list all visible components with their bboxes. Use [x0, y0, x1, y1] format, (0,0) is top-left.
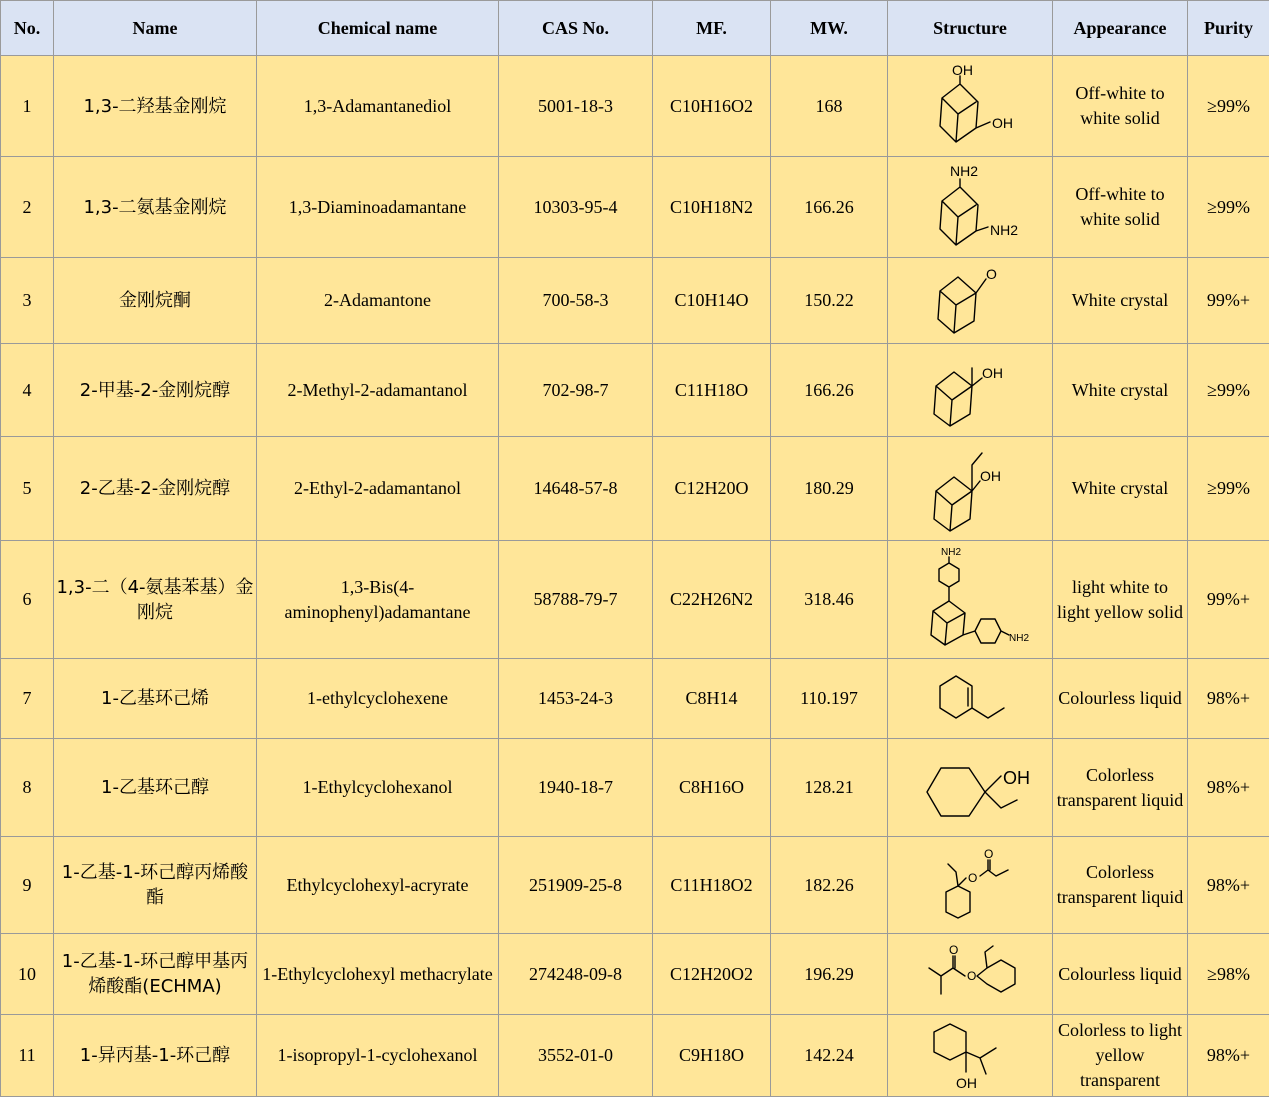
- header-purity: Purity: [1188, 1, 1269, 56]
- cell-purity: ≥99%: [1188, 157, 1269, 258]
- o-label: O: [984, 847, 994, 861]
- header-appearance: Appearance: [1053, 1, 1188, 56]
- cell-mf: C22H26N2: [653, 541, 771, 659]
- ethylcyclohexyl-acrylate-structure-icon: [910, 842, 1030, 928]
- cell-no: 4: [1, 344, 54, 437]
- cell-cas: 58788-79-7: [499, 541, 653, 659]
- adamantanediol-structure-icon: [910, 60, 1030, 152]
- header-no: No.: [1, 1, 54, 56]
- cell-chemical-name: 1,3-Adamantanediol: [257, 56, 499, 157]
- table-row: [1, 258, 1269, 344]
- cell-appearance: Off-white to white solid: [1053, 157, 1188, 258]
- cell-name: 2-甲基-2-金刚烷醇: [54, 344, 257, 437]
- table-row: [1, 934, 1269, 1015]
- cell-chemical-name: 2-Methyl-2-adamantanol: [257, 344, 499, 437]
- cell-appearance: Colorless transparent liquid: [1053, 837, 1188, 934]
- cell-name: 1-乙基环己烯: [54, 659, 257, 739]
- cell-appearance: Colourless liquid: [1053, 659, 1188, 739]
- cell-name: 金刚烷酮: [54, 258, 257, 344]
- cell-cas: 274248-09-8: [499, 934, 653, 1015]
- header-chemical-name: Chemical name: [257, 1, 499, 56]
- cell-no: 5: [1, 437, 54, 541]
- cell-cas: 251909-25-8: [499, 837, 653, 934]
- cell-mf: C10H14O: [653, 258, 771, 344]
- cell-no: 3: [1, 258, 54, 344]
- cell-purity: 98%+: [1188, 659, 1269, 739]
- cell-mf: C8H14: [653, 659, 771, 739]
- cell-purity: ≥98%: [1188, 934, 1269, 1015]
- cell-no: 8: [1, 739, 54, 837]
- cell-mf: C12H20O2: [653, 934, 771, 1015]
- cell-chemical-name: Ethylcyclohexyl-acryrate: [257, 837, 499, 934]
- oh-label: OH: [982, 365, 1003, 381]
- cell-mw: 142.24: [771, 1015, 888, 1097]
- cell-no: 2: [1, 157, 54, 258]
- cell-no: 11: [1, 1015, 54, 1097]
- cell-no: 1: [1, 56, 54, 157]
- cell-mf: C10H16O2: [653, 56, 771, 157]
- cell-structure: [888, 659, 1053, 739]
- cell-appearance: White crystal: [1053, 258, 1188, 344]
- cell-name: 1-乙基-1-环己醇甲基丙烯酸酯(ECHMA): [54, 934, 257, 1015]
- bis-aminophenyl-adamantane-structure-icon: [905, 545, 1035, 655]
- cell-appearance: White crystal: [1053, 437, 1188, 541]
- cell-name: 1-乙基环己醇: [54, 739, 257, 837]
- cell-structure: [888, 258, 1053, 344]
- cell-mf: C12H20O: [653, 437, 771, 541]
- cell-cas: 5001-18-3: [499, 56, 653, 157]
- cell-mw: 166.26: [771, 157, 888, 258]
- o-label: O: [986, 265, 997, 282]
- cell-no: 10: [1, 934, 54, 1015]
- cell-cas: 14648-57-8: [499, 437, 653, 541]
- oh-label: OH: [952, 62, 973, 78]
- cell-mf: C11H18O: [653, 344, 771, 437]
- cell-cas: 700-58-3: [499, 258, 653, 344]
- cell-structure: [888, 837, 1053, 934]
- cell-mw: 110.197: [771, 659, 888, 739]
- table-row: [1, 344, 1269, 437]
- cell-no: 6: [1, 541, 54, 659]
- cell-structure: [888, 934, 1053, 1015]
- cell-structure: [888, 1015, 1053, 1097]
- cell-mf: C11H18O2: [653, 837, 771, 934]
- cell-chemical-name: 1-Ethylcyclohexanol: [257, 739, 499, 837]
- header-cas: CAS No.: [499, 1, 653, 56]
- cell-purity: ≥99%: [1188, 344, 1269, 437]
- oh-label: OH: [980, 467, 1001, 484]
- cell-cas: 702-98-7: [499, 344, 653, 437]
- cell-mw: 182.26: [771, 837, 888, 934]
- cell-appearance: Colourless liquid: [1053, 934, 1188, 1015]
- cell-name: 1-乙基-1-环己醇丙烯酸酯: [54, 837, 257, 934]
- header-structure: Structure: [888, 1, 1053, 56]
- cell-name: 2-乙基-2-金刚烷醇: [54, 437, 257, 541]
- table-row: [1, 739, 1269, 837]
- cell-chemical-name: 1,3-Bis(4-aminophenyl)adamantane: [257, 541, 499, 659]
- header-name: Name: [54, 1, 257, 56]
- cell-chemical-name: 2-Ethyl-2-adamantanol: [257, 437, 499, 541]
- ethylcyclohexanol-structure-icon: [905, 748, 1035, 828]
- cell-purity: 99%+: [1188, 541, 1269, 659]
- nh2-label: NH2: [990, 222, 1019, 238]
- cell-cas: 1940-18-7: [499, 739, 653, 837]
- cell-purity: 98%+: [1188, 739, 1269, 837]
- oh-label: OH: [992, 115, 1013, 131]
- isopropyl-cyclohexanol-structure-icon: [910, 1018, 1030, 1094]
- oh-label: OH: [1003, 767, 1030, 788]
- cell-structure: [888, 437, 1053, 541]
- cell-purity: ≥99%: [1188, 56, 1269, 157]
- cell-cas: 1453-24-3: [499, 659, 653, 739]
- cell-mw: 128.21: [771, 739, 888, 837]
- cell-appearance: Off-white to white solid: [1053, 56, 1188, 157]
- cell-name: 1,3-二（4-氨基苯基）金刚烷: [54, 541, 257, 659]
- cell-cas: 3552-01-0: [499, 1015, 653, 1097]
- cell-appearance: Colorless to light yellow transparent: [1053, 1015, 1188, 1097]
- ethyl-adamantanol-structure-icon: [910, 441, 1030, 537]
- cell-appearance: light white to light yellow solid: [1053, 541, 1188, 659]
- cell-name: 1,3-二羟基金刚烷: [54, 56, 257, 157]
- cell-mf: C8H16O: [653, 739, 771, 837]
- header-mw: MW.: [771, 1, 888, 56]
- cell-purity: ≥99%: [1188, 437, 1269, 541]
- cell-no: 9: [1, 837, 54, 934]
- cell-structure: [888, 157, 1053, 258]
- cell-purity: 99%+: [1188, 258, 1269, 344]
- cell-chemical-name: 2-Adamantone: [257, 258, 499, 344]
- cell-structure: [888, 541, 1053, 659]
- cell-structure: [888, 739, 1053, 837]
- cell-chemical-name: 1-Ethylcyclohexyl methacrylate: [257, 934, 499, 1015]
- o-label: O: [967, 969, 977, 983]
- cell-mw: 168: [771, 56, 888, 157]
- ethylcyclohexene-structure-icon: [910, 664, 1030, 734]
- cell-appearance: Colorless transparent liquid: [1053, 739, 1188, 837]
- table-row: [1, 56, 1269, 157]
- cell-mf: C10H18N2: [653, 157, 771, 258]
- cell-name: 1-异丙基-1-环己醇: [54, 1015, 257, 1097]
- table-row: [1, 541, 1269, 659]
- header-mf: MF.: [653, 1, 771, 56]
- table-row: [1, 157, 1269, 258]
- oh-label: OH: [956, 1074, 977, 1091]
- cell-structure: [888, 344, 1053, 437]
- ethylcyclohexyl-methacrylate-structure-icon: [905, 938, 1035, 1010]
- table-row: [1, 837, 1269, 934]
- cell-mw: 318.46: [771, 541, 888, 659]
- table-row: [1, 659, 1269, 739]
- cell-chemical-name: 1-ethylcyclohexene: [257, 659, 499, 739]
- cell-no: 7: [1, 659, 54, 739]
- cell-mw: 180.29: [771, 437, 888, 541]
- table-row: [1, 1015, 1269, 1097]
- cell-mw: 166.26: [771, 344, 888, 437]
- cell-mf: C9H18O: [653, 1015, 771, 1097]
- methyl-adamantanol-structure-icon: [910, 348, 1030, 432]
- cell-chemical-name: 1,3-Diaminoadamantane: [257, 157, 499, 258]
- adamantone-structure-icon: [910, 263, 1030, 339]
- diaminoadamantane-structure-icon: [910, 161, 1030, 253]
- header-row: [1, 1, 1269, 56]
- nh2-label: NH2: [1009, 632, 1030, 644]
- cell-structure: [888, 56, 1053, 157]
- cell-purity: 98%+: [1188, 1015, 1269, 1097]
- cell-mw: 196.29: [771, 934, 888, 1015]
- table-row: [1, 437, 1269, 541]
- cell-cas: 10303-95-4: [499, 157, 653, 258]
- cell-chemical-name: 1-isopropyl-1-cyclohexanol: [257, 1015, 499, 1097]
- nh2-label: NH2: [950, 163, 979, 179]
- o-label: O: [968, 871, 978, 885]
- nh2-label: NH2: [941, 546, 962, 558]
- cell-name: 1,3-二氨基金刚烷: [54, 157, 257, 258]
- cell-appearance: White crystal: [1053, 344, 1188, 437]
- cell-purity: 98%+: [1188, 837, 1269, 934]
- o-label: O: [949, 943, 959, 957]
- cell-mw: 150.22: [771, 258, 888, 344]
